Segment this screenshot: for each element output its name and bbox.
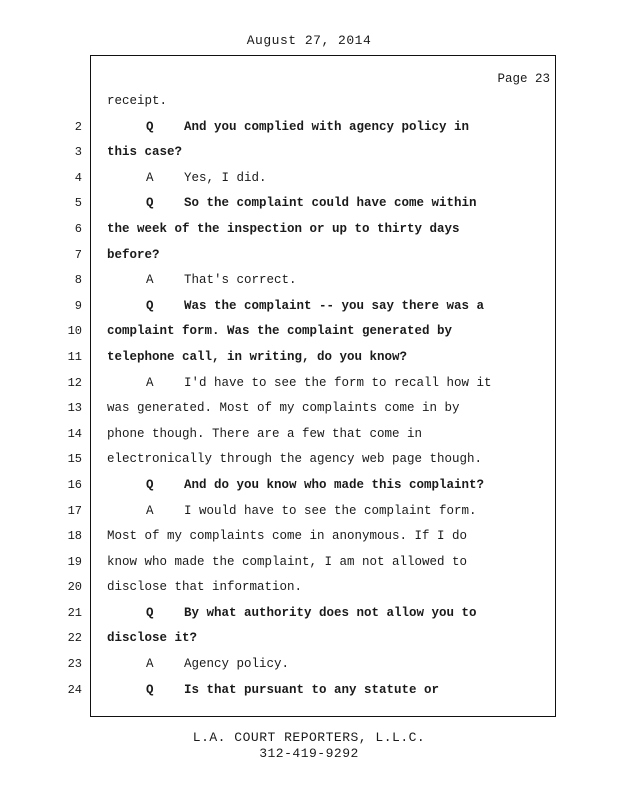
line-content — [107, 396, 460, 422]
transcript-line — [0, 166, 618, 192]
line-content — [107, 89, 167, 115]
line-number: 12 — [67, 375, 82, 390]
line-content — [146, 166, 267, 192]
line-content — [107, 550, 467, 576]
line-number: 19 — [67, 554, 82, 569]
line-number: 13 — [67, 401, 82, 416]
line-content — [146, 268, 297, 294]
line-text: I'd have to see the form to recall how it — [184, 375, 492, 390]
line-number: 14 — [67, 426, 82, 441]
speaker-label: A — [146, 273, 154, 288]
transcript-line — [0, 550, 618, 576]
line-text: Yes, I did. — [184, 170, 267, 185]
line-number: 24 — [67, 682, 82, 697]
transcript-line — [0, 499, 618, 525]
line-text: And you complied with agency policy in — [184, 119, 470, 134]
line-number: 6 — [74, 221, 82, 236]
speaker-label: Q — [146, 119, 154, 134]
transcript-line — [0, 524, 618, 550]
speaker-label: Q — [146, 477, 154, 492]
line-content — [146, 652, 289, 678]
transcript-line — [0, 678, 618, 704]
line-text: Agency policy. — [184, 657, 290, 672]
line-text: That's correct. — [184, 273, 297, 288]
line-number: 23 — [67, 657, 82, 672]
line-number: 10 — [67, 324, 82, 339]
line-content — [146, 499, 477, 525]
line-content — [146, 115, 469, 141]
transcript-line — [0, 396, 618, 422]
speaker-label: A — [146, 503, 154, 518]
speaker-label: A — [146, 657, 154, 672]
transcript-body — [0, 89, 618, 703]
speaker-label: Q — [146, 605, 154, 620]
line-content — [107, 575, 302, 601]
speaker-label: A — [146, 170, 154, 185]
line-content — [107, 140, 182, 166]
line-content — [107, 345, 407, 371]
speaker-label: A — [146, 375, 154, 390]
transcript-line — [0, 191, 618, 217]
line-number: 4 — [74, 170, 82, 185]
page-number: Page 23 — [497, 72, 550, 86]
transcript-line — [0, 447, 618, 473]
footer — [0, 730, 618, 762]
line-content — [146, 294, 484, 320]
line-content — [146, 601, 477, 627]
line-number: 7 — [74, 247, 82, 262]
line-text: disclose it? — [107, 631, 198, 646]
transcript-line — [0, 268, 618, 294]
transcript-line — [0, 601, 618, 627]
speaker-label: Q — [146, 298, 154, 313]
line-text: was generated. Most of my complaints come in by — [107, 401, 460, 416]
line-content — [107, 626, 197, 652]
transcript-line — [0, 243, 618, 269]
line-text: telephone call, in writing, do you know? — [107, 349, 408, 364]
line-text: receipt. — [107, 94, 168, 108]
line-text: the week of the inspection or up to thirty days — [107, 221, 460, 236]
line-text: disclose that information. — [107, 580, 303, 595]
line-text: before? — [107, 247, 160, 262]
line-number: 9 — [74, 298, 82, 313]
transcript-line — [0, 575, 618, 601]
line-content — [107, 447, 482, 473]
footer-company: L.A. COURT REPORTERS, L.L.C. — [192, 730, 426, 745]
line-text: phone though. There are a few that come in — [107, 426, 423, 441]
transcript-line — [0, 319, 618, 345]
line-number: 22 — [67, 631, 82, 646]
line-content — [107, 319, 452, 345]
line-text: Was the complaint -- you say there was a — [184, 298, 485, 313]
line-number: 2 — [74, 119, 82, 134]
transcript-line — [0, 626, 618, 652]
line-content — [146, 371, 492, 397]
line-text: electronically through the agency web page though. — [107, 452, 483, 467]
line-text: By what authority does not allow you to — [184, 605, 477, 620]
transcript-line — [0, 217, 618, 243]
line-text: this case? — [107, 145, 183, 160]
line-number: 20 — [67, 580, 82, 595]
line-number: 16 — [67, 477, 82, 492]
line-number: 18 — [67, 529, 82, 544]
transcript-line — [0, 140, 618, 166]
line-content — [107, 243, 160, 269]
transcript-line — [0, 371, 618, 397]
line-content — [107, 422, 422, 448]
footer-phone: 312-419-9292 — [259, 746, 359, 761]
line-number: 8 — [74, 273, 82, 288]
line-content — [146, 191, 477, 217]
line-number: 3 — [74, 145, 82, 160]
line-text: know who made the complaint, I am not allowed to — [107, 554, 468, 569]
transcript-line — [0, 89, 618, 115]
line-number: 11 — [67, 349, 82, 364]
line-content — [146, 473, 484, 499]
line-number: 21 — [67, 605, 82, 620]
line-number: 15 — [67, 452, 82, 467]
speaker-label: Q — [146, 682, 154, 697]
line-text: So the complaint could have come within — [184, 196, 477, 211]
line-number: 17 — [67, 503, 82, 518]
line-text: Most of my complaints come in anonymous. If I do — [107, 529, 468, 544]
line-text: And do you know who made this complaint? — [184, 477, 485, 492]
line-text: I would have to see the complaint form. — [184, 503, 477, 518]
line-text: Is that pursuant to any statute or — [184, 682, 440, 697]
line-content — [146, 678, 439, 704]
transcript-line — [0, 115, 618, 141]
speaker-label: Q — [146, 196, 154, 211]
line-content — [107, 217, 460, 243]
line-number: 5 — [74, 196, 82, 211]
transcript-line — [0, 294, 618, 320]
transcript-line — [0, 473, 618, 499]
header-date: August 27, 2014 — [246, 33, 372, 48]
line-text: complaint form. Was the complaint generated by — [107, 324, 453, 339]
transcript-line — [0, 345, 618, 371]
line-content — [107, 524, 467, 550]
transcript-line — [0, 652, 618, 678]
transcript-line — [0, 422, 618, 448]
